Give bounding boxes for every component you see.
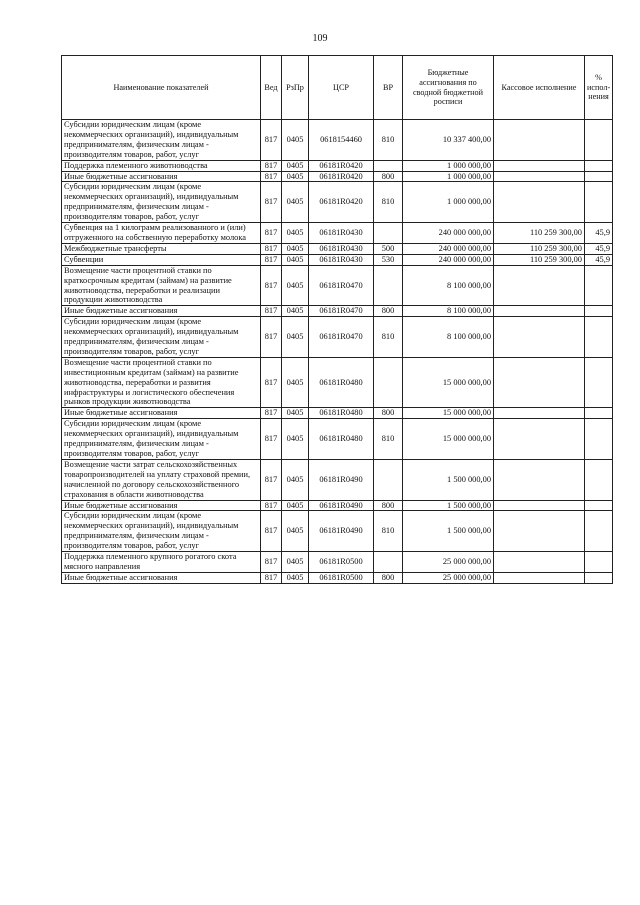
cell-rzpr: 0405: [282, 511, 309, 552]
cell-csr: 0618154460: [309, 120, 374, 161]
cell-name: Возмещение части затрат сельскохозяйственных товаропроизводителей на уплату страховой премии, начисленной по договору сельскохозяйственного страхования в области животноводства: [62, 459, 261, 500]
cell-vr: [374, 160, 403, 171]
cell-pct: [585, 160, 613, 171]
cell-kass: [494, 552, 585, 573]
table-row: [62, 419, 613, 460]
page-number: 109: [312, 33, 328, 44]
cell-csr: 06181R0490: [309, 511, 374, 552]
cell-budget: 10 337 400,00: [403, 120, 494, 161]
cell-budget: 1 500 000,00: [403, 511, 494, 552]
cell-kass: [494, 500, 585, 511]
cell-budget: 15 000 000,00: [403, 357, 494, 408]
table-row: [62, 223, 613, 244]
cell-budget: 1 500 000,00: [403, 459, 494, 500]
header-budget: Бюджетные ассигнования по сводной бюджетной росписи: [403, 56, 494, 120]
header-csr: ЦСР: [309, 56, 374, 120]
cell-kass: [494, 572, 585, 583]
cell-rzpr: 0405: [282, 459, 309, 500]
cell-pct: [585, 459, 613, 500]
cell-pct: [585, 306, 613, 317]
cell-pct: [585, 265, 613, 306]
cell-ved: 817: [261, 265, 282, 306]
cell-vr: [374, 552, 403, 573]
cell-kass: 110 259 300,00: [494, 243, 585, 254]
cell-budget: 240 000 000,00: [403, 223, 494, 244]
cell-vr: [374, 459, 403, 500]
table-row: [62, 243, 613, 254]
cell-ved: 817: [261, 500, 282, 511]
cell-name: Иные бюджетные ассигнования: [62, 408, 261, 419]
header-vr: ВР: [374, 56, 403, 120]
cell-vr: 810: [374, 317, 403, 358]
cell-budget: 240 000 000,00: [403, 254, 494, 265]
cell-name: Субсидии юридическим лицам (кроме некоммерческих организаций), индивидуальным предпринимателям, физическим лицам - производителям товаров, работ, услуг: [62, 317, 261, 358]
cell-rzpr: 0405: [282, 552, 309, 573]
cell-kass: [494, 408, 585, 419]
cell-pct: [585, 419, 613, 460]
cell-kass: [494, 171, 585, 182]
cell-ved: 817: [261, 357, 282, 408]
cell-kass: [494, 357, 585, 408]
cell-name: Поддержка племенного животноводства: [62, 160, 261, 171]
cell-budget: 1 000 000,00: [403, 171, 494, 182]
table-row: [62, 160, 613, 171]
cell-csr: 06181R0500: [309, 572, 374, 583]
table-row: [62, 552, 613, 573]
header-pct: % испол-нения: [585, 56, 613, 120]
cell-vr: [374, 357, 403, 408]
table-row: [62, 572, 613, 583]
table-header-row: [62, 56, 613, 120]
cell-budget: 15 000 000,00: [403, 419, 494, 460]
cell-ved: 817: [261, 171, 282, 182]
budget-table: [61, 55, 613, 584]
cell-csr: 06181R0430: [309, 223, 374, 244]
cell-ved: 817: [261, 572, 282, 583]
cell-kass: [494, 265, 585, 306]
cell-ved: 817: [261, 317, 282, 358]
table-row: [62, 357, 613, 408]
cell-rzpr: 0405: [282, 120, 309, 161]
cell-ved: 817: [261, 223, 282, 244]
cell-csr: 06181R0490: [309, 500, 374, 511]
cell-rzpr: 0405: [282, 317, 309, 358]
cell-budget: 1 000 000,00: [403, 160, 494, 171]
cell-budget: 8 100 000,00: [403, 306, 494, 317]
table-row: [62, 254, 613, 265]
cell-name: Субвенция на 1 килограмм реализованного и (или) отгруженного на собственную переработку молока: [62, 223, 261, 244]
cell-kass: [494, 182, 585, 223]
cell-ved: 817: [261, 552, 282, 573]
cell-csr: 06181R0420: [309, 171, 374, 182]
cell-name: Иные бюджетные ассигнования: [62, 306, 261, 317]
cell-name: Иные бюджетные ассигнования: [62, 500, 261, 511]
cell-pct: 45,9: [585, 254, 613, 265]
cell-ved: 817: [261, 306, 282, 317]
cell-rzpr: 0405: [282, 223, 309, 244]
cell-rzpr: 0405: [282, 254, 309, 265]
cell-rzpr: 0405: [282, 160, 309, 171]
cell-vr: 810: [374, 120, 403, 161]
cell-budget: 1 500 000,00: [403, 500, 494, 511]
cell-vr: 810: [374, 511, 403, 552]
cell-name: Иные бюджетные ассигнования: [62, 171, 261, 182]
cell-csr: 06181R0430: [309, 254, 374, 265]
cell-vr: 500: [374, 243, 403, 254]
cell-csr: 06181R0430: [309, 243, 374, 254]
header-name: Наименование показателей: [62, 56, 261, 120]
cell-csr: 06181R0470: [309, 306, 374, 317]
header-rzpr: РзПр: [282, 56, 309, 120]
cell-rzpr: 0405: [282, 182, 309, 223]
table-row: [62, 459, 613, 500]
cell-rzpr: 0405: [282, 265, 309, 306]
cell-budget: 25 000 000,00: [403, 572, 494, 583]
cell-rzpr: 0405: [282, 572, 309, 583]
cell-rzpr: 0405: [282, 500, 309, 511]
cell-kass: 110 259 300,00: [494, 254, 585, 265]
cell-vr: 800: [374, 306, 403, 317]
cell-kass: [494, 160, 585, 171]
cell-csr: 06181R0420: [309, 182, 374, 223]
cell-csr: 06181R0470: [309, 317, 374, 358]
cell-pct: [585, 317, 613, 358]
cell-ved: 817: [261, 419, 282, 460]
table-row: [62, 306, 613, 317]
cell-csr: 06181R0420: [309, 160, 374, 171]
cell-pct: [585, 357, 613, 408]
cell-vr: 810: [374, 419, 403, 460]
table-row: [62, 317, 613, 358]
table-row: [62, 171, 613, 182]
cell-name: Иные бюджетные ассигнования: [62, 572, 261, 583]
cell-ved: 817: [261, 408, 282, 419]
cell-ved: 817: [261, 511, 282, 552]
cell-budget: 1 000 000,00: [403, 182, 494, 223]
cell-kass: [494, 419, 585, 460]
cell-csr: 06181R0480: [309, 357, 374, 408]
cell-kass: 110 259 300,00: [494, 223, 585, 244]
cell-kass: [494, 306, 585, 317]
cell-pct: [585, 500, 613, 511]
cell-name: Поддержка племенного крупного рогатого скота мясного направления: [62, 552, 261, 573]
cell-vr: 530: [374, 254, 403, 265]
table-row: [62, 182, 613, 223]
cell-rzpr: 0405: [282, 306, 309, 317]
cell-vr: [374, 265, 403, 306]
cell-csr: 06181R0490: [309, 459, 374, 500]
table-body: [62, 120, 613, 584]
cell-pct: [585, 552, 613, 573]
cell-budget: 8 100 000,00: [403, 265, 494, 306]
cell-vr: [374, 223, 403, 244]
cell-vr: 800: [374, 408, 403, 419]
cell-pct: [585, 408, 613, 419]
table-row: [62, 120, 613, 161]
cell-name: Возмещение части процентной ставки по инвестиционным кредитам (займам) на развитие животноводства, переработки и развития инфраструктуры и логистического обеспечения рынков продукции животноводства: [62, 357, 261, 408]
cell-rzpr: 0405: [282, 419, 309, 460]
cell-budget: 25 000 000,00: [403, 552, 494, 573]
cell-kass: [494, 459, 585, 500]
cell-csr: 06181R0500: [309, 552, 374, 573]
table-row: [62, 500, 613, 511]
cell-vr: 800: [374, 500, 403, 511]
cell-budget: 240 000 000,00: [403, 243, 494, 254]
table-row: [62, 265, 613, 306]
cell-name: Межбюджетные трансферты: [62, 243, 261, 254]
cell-rzpr: 0405: [282, 408, 309, 419]
cell-ved: 817: [261, 182, 282, 223]
cell-ved: 817: [261, 120, 282, 161]
cell-pct: [585, 182, 613, 223]
cell-name: Субвенции: [62, 254, 261, 265]
cell-pct: [585, 511, 613, 552]
cell-pct: [585, 120, 613, 161]
cell-kass: [494, 317, 585, 358]
cell-budget: 15 000 000,00: [403, 408, 494, 419]
cell-name: Субсидии юридическим лицам (кроме некоммерческих организаций), индивидуальным предпринимателям, физическим лицам - производителям товаров, работ, услуг: [62, 182, 261, 223]
cell-budget: 8 100 000,00: [403, 317, 494, 358]
cell-rzpr: 0405: [282, 171, 309, 182]
cell-ved: 817: [261, 160, 282, 171]
cell-name: Возмещение части процентной ставки по краткосрочным кредитам (займам) на развитие животноводства, переработки и реализации продукции животноводства: [62, 265, 261, 306]
cell-ved: 817: [261, 254, 282, 265]
cell-csr: 06181R0470: [309, 265, 374, 306]
cell-csr: 06181R0480: [309, 419, 374, 460]
cell-vr: 810: [374, 182, 403, 223]
cell-name: Субсидии юридическим лицам (кроме некоммерческих организаций), индивидуальным предпринимателям, физическим лицам - производителям товаров, работ, услуг: [62, 511, 261, 552]
cell-rzpr: 0405: [282, 357, 309, 408]
cell-kass: [494, 511, 585, 552]
cell-pct: 45,9: [585, 223, 613, 244]
table-row: [62, 511, 613, 552]
cell-kass: [494, 120, 585, 161]
table-row: [62, 408, 613, 419]
cell-csr: 06181R0480: [309, 408, 374, 419]
header-kass: Кассовое исполнение: [494, 56, 585, 120]
cell-vr: 800: [374, 572, 403, 583]
cell-name: Субсидии юридическим лицам (кроме некоммерческих организаций), индивидуальным предпринимателям, физическим лицам - производителям товаров, работ, услуг: [62, 419, 261, 460]
cell-rzpr: 0405: [282, 243, 309, 254]
header-ved: Вед: [261, 56, 282, 120]
cell-ved: 817: [261, 243, 282, 254]
cell-ved: 817: [261, 459, 282, 500]
cell-pct: 45,9: [585, 243, 613, 254]
cell-vr: 800: [374, 171, 403, 182]
cell-pct: [585, 171, 613, 182]
cell-pct: [585, 572, 613, 583]
cell-name: Субсидии юридическим лицам (кроме некоммерческих организаций), индивидуальным предпринимателям, физическим лицам - производителям товаров, работ, услуг: [62, 120, 261, 161]
